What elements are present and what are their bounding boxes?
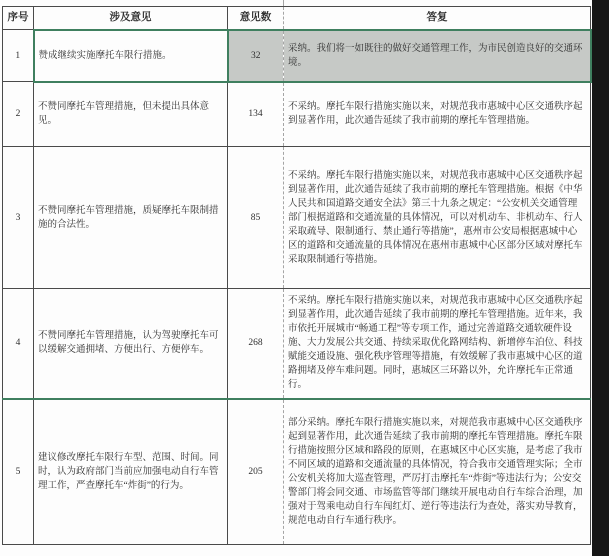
cell-row3-reply[interactable]: 不采纳。摩托车限行措施实施以来，对规范我市惠城中心区交通秩序起到显著作用，此次通告延续了我市前期的摩托车管理措施。根据《中华人民共和国道路交通安全法》第三十九条之规定：“公安机关交通管理部门根据道路和交通流量的具体情况，可以对机动车、非机动车、行人采取疏导、限制通行、禁止通行等措施”，惠州市公安局根据惠城中心区的道路和交通流量的具体情况在惠州市惠城中心区部分区域对摩托车采取限制通行等措施。 bbox=[284, 147, 591, 289]
opinion-reply-table bbox=[2, 6, 592, 545]
header-row bbox=[3, 7, 591, 30]
column-header-no[interactable]: 序号 bbox=[3, 7, 34, 30]
cell-row2-count[interactable]: 134 bbox=[228, 82, 284, 147]
cell-row5-reply[interactable]: 部分采纳。摩托车限行措施实施以来，对规范我市惠城中心区交通秩序起到显著作用，此次通告延续了我市前期的摩托车管理措施。摩托车限行措施按照分区域和路段的原则，在惠城区中心区实施，是考虑了我市不同区域的道路和交通流量的具体情况，符合我市交通管理实际；全市公安机关将加大巡查管理，严厉打击摩托车“炸街”等违法行为；公安交警部门将会同交通、市场监管等部门继续开展电动自行车综合治理，加强对于驾乘电动自行车闯红灯、逆行等违法行为查处，落实劝导教育，规范电动自行车通行秩序。 bbox=[284, 399, 591, 545]
table-row bbox=[3, 289, 591, 399]
column-header-count[interactable]: 意见数 bbox=[228, 7, 284, 30]
table-row bbox=[3, 399, 591, 545]
table-row bbox=[3, 147, 591, 289]
cell-row4-opinion[interactable]: 不赞同摩托车管理措施，认为驾驶摩托车可以缓解交通拥堵、方便出行、方便停车。 bbox=[34, 289, 228, 399]
column-header-opinion[interactable]: 涉及意见 bbox=[34, 7, 228, 30]
cell-row1-no[interactable]: 1 bbox=[3, 30, 34, 82]
cell-row1-reply[interactable]: 采纳。我们将一如既往的做好交通管理工作，为市民创造良好的交通环境。 bbox=[284, 30, 591, 82]
cell-row5-count[interactable]: 205 bbox=[228, 399, 284, 545]
cell-row3-no[interactable]: 3 bbox=[3, 147, 34, 289]
cell-row5-opinion[interactable]: 建议修改摩托车限行车型、范围、时间。同时，认为政府部门当前应加强电动自行车管理工作，严查摩托车“炸街”的行为。 bbox=[34, 399, 228, 545]
cell-row5-no[interactable]: 5 bbox=[3, 399, 34, 545]
table-row bbox=[3, 82, 591, 147]
column-header-reply[interactable]: 答复 bbox=[284, 7, 591, 30]
cell-row1-opinion[interactable]: 赞成继续实施摩托车限行措施。 bbox=[34, 30, 228, 82]
cell-row2-reply[interactable]: 不采纳。摩托车限行措施实施以来，对规范我市惠城中心区交通秩序起到显著作用，此次通告延续了我市前期的摩托车管理措施。 bbox=[284, 82, 591, 147]
cell-row1-count[interactable]: 32 bbox=[228, 30, 284, 82]
cell-row4-count[interactable]: 268 bbox=[228, 289, 284, 399]
cell-row2-opinion[interactable]: 不赞同摩托车管理措施，但未提出具体意见。 bbox=[34, 82, 228, 147]
cell-row4-reply[interactable]: 不采纳。摩托车限行措施实施以来，对规范我市惠城中心区交通秩序起到显著作用，此次通告延续了我市前期的摩托车管理措施。近年来，我市依托开展城市“畅通工程”等专项工作，通过完善道路交通软硬件设施、大力发展公共交通、持续采取优化路网结构、新增停车泊位、科技赋能交通设施、强化秩序管理等措施，有效缓解了我市惠城中心区的道路拥堵及停车难问题。同时，惠城区三环路以外，允许摩托车正常通行。 bbox=[284, 289, 591, 399]
cell-row2-no[interactable]: 2 bbox=[3, 82, 34, 147]
cell-row4-no[interactable]: 4 bbox=[3, 289, 34, 399]
cell-row3-opinion[interactable]: 不赞同摩托车管理措施，质疑摩托车限制措施的合法性。 bbox=[34, 147, 228, 289]
screen-edge-black-strip bbox=[592, 0, 609, 556]
cell-row3-count[interactable]: 85 bbox=[228, 147, 284, 289]
table-row bbox=[3, 30, 591, 82]
